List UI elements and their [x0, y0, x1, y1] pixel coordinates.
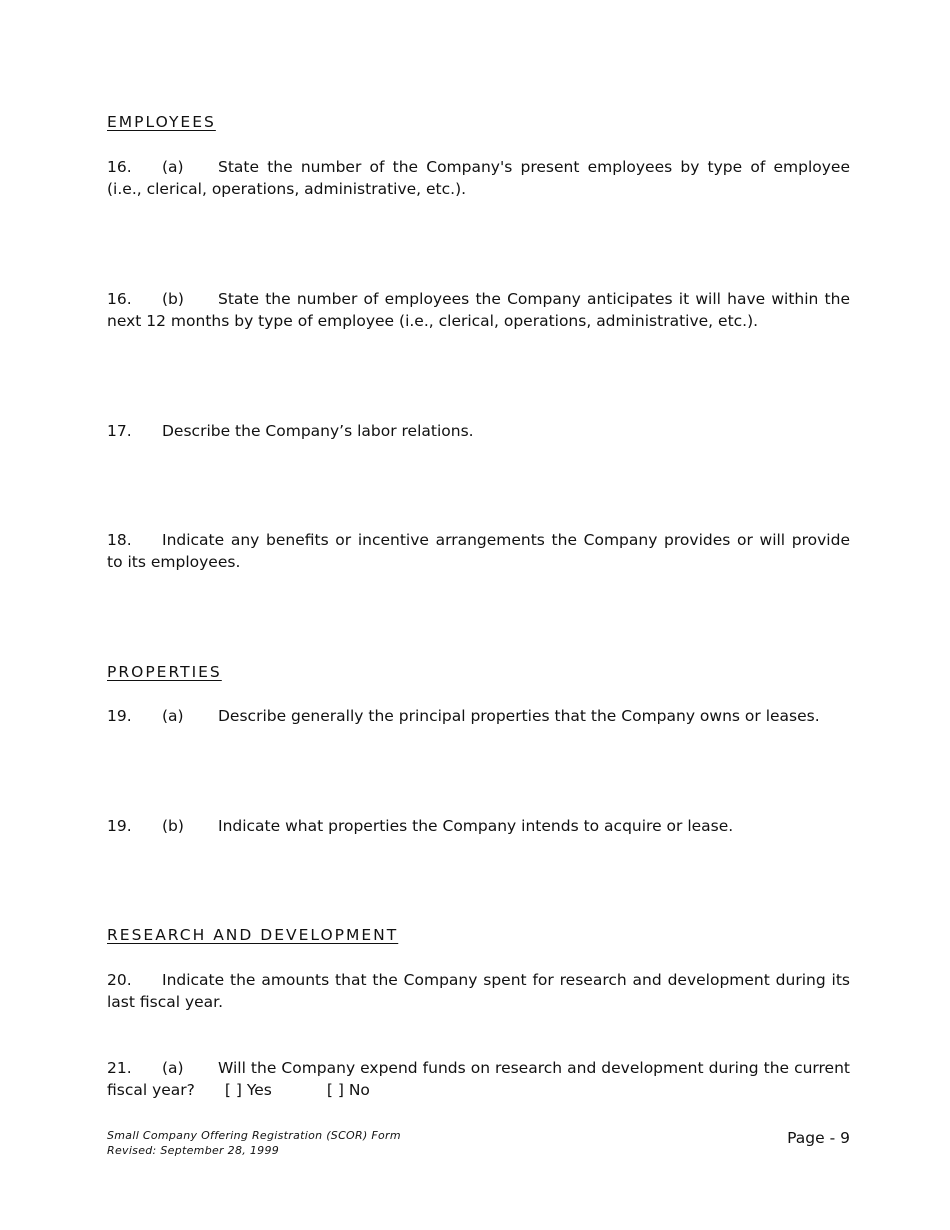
footer-form-name: Small Company Offering Registration (SCOR) Form: [107, 1129, 401, 1142]
question-subpart: (a): [162, 1059, 184, 1077]
section-heading-employees: EMPLOYEES: [107, 113, 216, 131]
question-number: 16.: [107, 158, 132, 176]
yes-checkbox-option[interactable]: [ ] Yes: [224, 1081, 272, 1099]
question-text: State the number of the Company's present employees by type of employee (i.e., clerical, operations, administrative, etc.).: [107, 158, 850, 198]
question-text: Describe generally the principal properties that the Company owns or leases.: [218, 707, 820, 725]
question-text: Indicate what properties the Company intends to acquire or lease.: [218, 817, 734, 835]
question-subpart: (a): [162, 158, 184, 176]
question-number: 20.: [107, 971, 132, 989]
question-16a: [107, 156, 850, 200]
no-checkbox-option[interactable]: [ ] No: [326, 1081, 370, 1099]
question-18: [107, 529, 850, 573]
question-number: 21.: [107, 1059, 132, 1077]
question-number: 19.: [107, 707, 132, 725]
footer-form-info: [107, 1128, 401, 1158]
question-number: 16.: [107, 290, 132, 308]
question-subpart: (a): [162, 707, 184, 725]
question-subpart: (b): [162, 290, 184, 308]
question-number: 17.: [107, 422, 132, 440]
page-number: Page - 9: [787, 1129, 850, 1147]
question-16b: [107, 288, 850, 332]
question-19b: [107, 815, 850, 837]
footer-revised-date: Revised: September 28, 1999: [107, 1144, 280, 1157]
question-text: Will the Company expend funds on research and development during the current fiscal year?: [107, 1059, 850, 1099]
question-text: Indicate any benefits or incentive arrangements the Company provides or will provide to its employees.: [107, 531, 850, 571]
question-20: [107, 969, 850, 1013]
question-21a: [107, 1057, 850, 1101]
question-number: 18.: [107, 531, 132, 549]
question-number: 19.: [107, 817, 132, 835]
section-heading-research: RESEARCH AND DEVELOPMENT: [107, 926, 399, 944]
question-19a: [107, 705, 850, 727]
question-subpart: (b): [162, 817, 184, 835]
question-text: Indicate the amounts that the Company spent for research and development during its last fiscal year.: [107, 971, 850, 1011]
question-text: Describe the Company’s labor relations.: [162, 422, 474, 440]
section-heading-properties: PROPERTIES: [107, 663, 222, 681]
question-text: State the number of employees the Company anticipates it will have within the next 12 months by type of employee (i.e., clerical, operations, administrative, etc.).: [107, 290, 850, 330]
question-17: [107, 420, 850, 442]
